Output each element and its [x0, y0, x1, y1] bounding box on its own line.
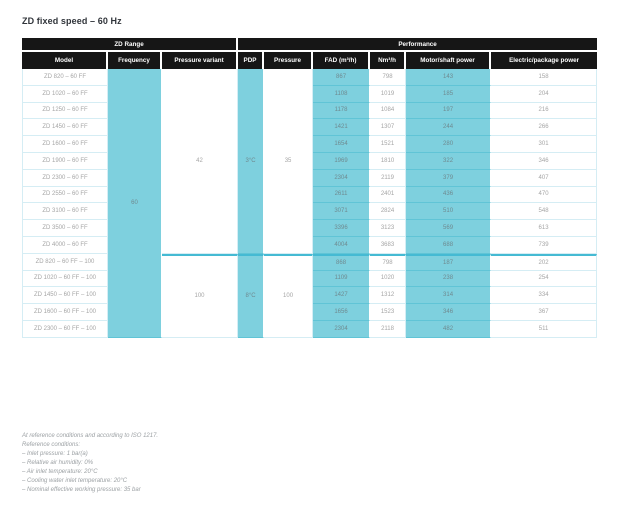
fad-cell: 1421: [313, 119, 370, 136]
nm3-cell: 2824: [370, 203, 406, 220]
nm3-cell: 1810: [370, 153, 406, 170]
model-cell: ZD 1020 – 60 FF: [22, 86, 108, 103]
page-title: ZD fixed speed – 60 Hz: [22, 16, 122, 26]
electric-power-cell: 158: [491, 69, 597, 86]
motor-power-cell: 510: [406, 203, 491, 220]
footnote-line: Reference conditions:: [22, 441, 81, 448]
column-header-pressure: Pressure: [264, 52, 313, 69]
motor-power-cell: 436: [406, 187, 491, 204]
fad-cell: 1654: [313, 136, 370, 153]
column-header-motor-shaft-power: Motor/shaft power: [406, 52, 491, 69]
motor-power-cell: 688: [406, 237, 491, 254]
pressure-variant-cell: 42: [162, 69, 238, 254]
model-cell: ZD 3100 – 60 FF: [22, 203, 108, 220]
electric-power-cell: 511: [491, 321, 597, 338]
model-cell: ZD 1250 – 60 FF: [22, 103, 108, 120]
motor-power-cell: 322: [406, 153, 491, 170]
fad-cell: 3071: [313, 203, 370, 220]
motor-power-cell: 238: [406, 271, 491, 288]
model-cell: ZD 1450 – 60 FF – 100: [22, 287, 108, 304]
performance-group-header: Performance: [238, 38, 597, 52]
fad-cell: 3396: [313, 220, 370, 237]
fad-cell: 1427: [313, 287, 370, 304]
nm3-cell: 2118: [370, 321, 406, 338]
model-cell: ZD 1450 – 60 FF: [22, 119, 108, 136]
electric-power-cell: 346: [491, 153, 597, 170]
nm3-cell: 1312: [370, 287, 406, 304]
pressure-cell: 35: [264, 69, 313, 254]
model-cell: ZD 1900 – 60 FF: [22, 153, 108, 170]
nm3-cell: 2119: [370, 170, 406, 187]
fad-cell: 868: [313, 254, 370, 271]
pdp-cell: 8°C: [238, 254, 264, 338]
electric-power-cell: 254: [491, 271, 597, 288]
fad-cell: 1656: [313, 304, 370, 321]
nm3-cell: 2401: [370, 187, 406, 204]
zd-range-group-header: ZD Range: [22, 38, 238, 52]
footnote-line: At reference conditions and according to ISO 1217.: [22, 432, 159, 439]
fad-cell: 1108: [313, 86, 370, 103]
nm3-cell: 798: [370, 254, 406, 271]
footnote-line: – Cooling water inlet temperature: 20°C: [22, 477, 128, 484]
footnote-line: – Air inlet temperature: 20°C: [22, 468, 98, 475]
nm3-cell: 1523: [370, 304, 406, 321]
electric-power-cell: 739: [491, 237, 597, 254]
pressure-cell: 100: [264, 254, 313, 338]
model-cell: ZD 4000 – 60 FF: [22, 237, 108, 254]
model-cell: ZD 2550 – 60 FF: [22, 187, 108, 204]
electric-power-cell: 202: [491, 254, 597, 271]
fad-cell: 2611: [313, 187, 370, 204]
column-header-nm3h: Nm³/h: [370, 52, 406, 69]
pdp-cell: 3°C: [238, 69, 264, 254]
footnote-line: – Relative air humidity: 0%: [22, 459, 94, 466]
table-header: [22, 38, 597, 69]
electric-power-cell: 548: [491, 203, 597, 220]
motor-power-cell: 185: [406, 86, 491, 103]
motor-power-cell: 379: [406, 170, 491, 187]
column-header-frequency: Frequency: [108, 52, 162, 69]
fad-cell: 1969: [313, 153, 370, 170]
motor-power-cell: 482: [406, 321, 491, 338]
model-cell: ZD 3500 – 60 FF: [22, 220, 108, 237]
frequency-cell: 60: [108, 69, 162, 338]
column-header-fad: FAD (m³/h): [313, 52, 370, 69]
electric-power-cell: 613: [491, 220, 597, 237]
motor-power-cell: 346: [406, 304, 491, 321]
model-cell: ZD 1600 – 60 FF – 100: [22, 304, 108, 321]
footnote-line: – Inlet pressure: 1 bar(a): [22, 450, 88, 457]
electric-power-cell: 334: [491, 287, 597, 304]
electric-power-cell: 470: [491, 187, 597, 204]
model-cell: ZD 1020 – 60 FF – 100: [22, 271, 108, 288]
model-cell: ZD 1600 – 60 FF: [22, 136, 108, 153]
pressure-variant-cell: 100: [162, 254, 238, 338]
motor-power-cell: 244: [406, 119, 491, 136]
column-header-model: Model: [22, 52, 108, 69]
motor-power-cell: 197: [406, 103, 491, 120]
motor-power-cell: 187: [406, 254, 491, 271]
motor-power-cell: 143: [406, 69, 491, 86]
footnote-line: – Nominal effective working pressure: 35 bar: [22, 486, 141, 493]
column-header-electric-package-power: Electric/package power: [491, 52, 597, 69]
model-cell: ZD 820 – 60 FF: [22, 69, 108, 86]
electric-power-cell: 367: [491, 304, 597, 321]
spec-table: [22, 38, 597, 338]
motor-power-cell: 280: [406, 136, 491, 153]
fad-cell: 1109: [313, 271, 370, 288]
table-body: [22, 69, 597, 338]
motor-power-cell: 314: [406, 287, 491, 304]
electric-power-cell: 216: [491, 103, 597, 120]
column-header-pressure-variant: Pressure variant: [162, 52, 238, 69]
electric-power-cell: 407: [491, 170, 597, 187]
fad-cell: 2304: [313, 321, 370, 338]
nm3-cell: 1019: [370, 86, 406, 103]
fad-cell: 4004: [313, 237, 370, 254]
group-header-row: [22, 38, 597, 52]
footnotes: [22, 432, 597, 495]
fad-cell: 867: [313, 69, 370, 86]
electric-power-cell: 301: [491, 136, 597, 153]
column-header-row: [22, 52, 597, 69]
nm3-cell: 1020: [370, 271, 406, 288]
fad-cell: 1178: [313, 103, 370, 120]
model-cell: ZD 2300 – 60 FF: [22, 170, 108, 187]
fad-cell: 2304: [313, 170, 370, 187]
model-cell: ZD 2300 – 60 FF – 100: [22, 321, 108, 338]
motor-power-cell: 569: [406, 220, 491, 237]
nm3-cell: 1521: [370, 136, 406, 153]
column-header-pdp: PDP: [238, 52, 264, 69]
nm3-cell: 1084: [370, 103, 406, 120]
table-row: [22, 69, 597, 86]
nm3-cell: 3123: [370, 220, 406, 237]
electric-power-cell: 204: [491, 86, 597, 103]
nm3-cell: 3683: [370, 237, 406, 254]
model-cell: ZD 820 – 60 FF – 100: [22, 254, 108, 271]
nm3-cell: 1307: [370, 119, 406, 136]
nm3-cell: 798: [370, 69, 406, 86]
electric-power-cell: 266: [491, 119, 597, 136]
